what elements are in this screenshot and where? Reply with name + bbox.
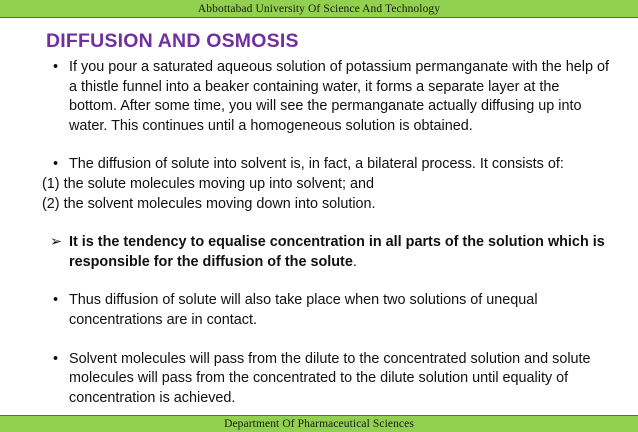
bullet-icon: • (53, 156, 59, 173)
bullet-point-1 (50, 58, 610, 136)
bullet-text-3: Thus diffusion of solute will also take place when two solutions of unequal concentrations are in contact. (69, 292, 538, 328)
bullet-text-4: Solvent molecules will pass from the dilute to the concentrated solution and solute molecules will pass from the concentrated to the dilute solution until equality of concentration is achieved. (69, 350, 591, 406)
department-name: Department Of Pharmaceutical Sciences (224, 418, 414, 430)
bullet-point-3 (50, 291, 610, 330)
bullet-icon: • (53, 292, 59, 309)
bullet-icon: • (53, 350, 59, 367)
key-point-period: . (352, 253, 357, 270)
key-point-text: It is the tendency to equalise concentration in all parts of the solution which is responsible for the diffusion of the solute (69, 234, 605, 270)
bullet-icon: • (53, 59, 59, 75)
list-item-1: (1) the solute molecules moving up into solvent; and (42, 175, 374, 192)
footer-banner (0, 415, 638, 432)
bullet-text-1: If you pour a saturated aqueous solution of potassium permanganate with the help of a thistle funnel into a beaker containing water, it forms a separate layer at the bottom. After some time, you will see the permanganate actually diffusing up into water. This continues until a homogeneous solution is obtained. (69, 59, 610, 134)
slide-title: DIFFUSION AND OSMOSIS (46, 30, 299, 52)
arrow-bullet-icon: ➢ (50, 234, 63, 251)
key-point (50, 233, 610, 272)
bullet-point-2 (50, 155, 610, 175)
bullet-point-4 (50, 350, 610, 409)
bullet-text-2: The diffusion of solute into solvent is, in fact, a bilateral process. It consists of: (69, 156, 564, 173)
institution-name: Abbottabad University Of Science And Technology (197, 2, 441, 15)
header-banner (0, 0, 638, 18)
list-item-2: (2) the solvent molecules moving down into solution. (42, 195, 376, 212)
slide-body (42, 58, 610, 408)
